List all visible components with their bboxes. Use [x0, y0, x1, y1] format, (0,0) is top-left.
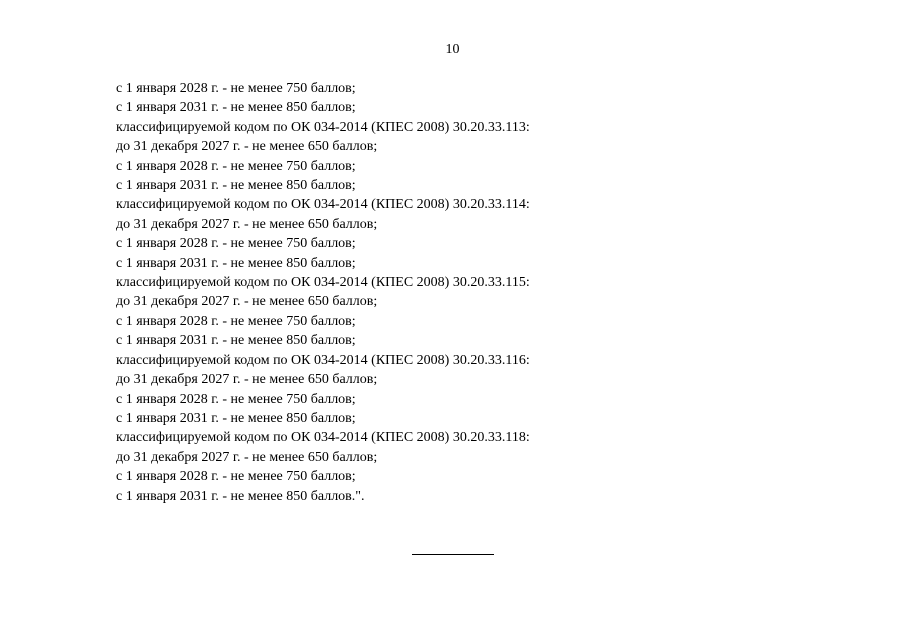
text-line: классифицируемой кодом по ОК 034-2014 (КПЕС 2008) 30.20.33.114:	[116, 197, 530, 213]
text-line: с 1 января 2028 г. - не менее 750 баллов;	[116, 158, 356, 174]
text-line: с 1 января 2031 г. - не менее 850 баллов;	[116, 333, 356, 349]
text-line: с 1 января 2028 г. - не менее 750 баллов;	[116, 81, 356, 96]
text-line: с 1 января 2031 г. - не менее 850 баллов.".	[116, 488, 365, 504]
text-line: с 1 января 2031 г. - не менее 850 баллов;	[116, 410, 356, 426]
text-line: с 1 января 2031 г. - не менее 850 баллов;	[116, 255, 356, 271]
page-number: 10	[445, 42, 460, 57]
text-line: до 31 декабря 2027 г. - не менее 650 баллов;	[116, 216, 378, 232]
text-line: с 1 января 2028 г. - не менее 750 баллов;	[116, 469, 356, 485]
text-line: классифицируемой кодом по ОК 034-2014 (КПЕС 2008) 30.20.33.115:	[116, 275, 530, 291]
text-line: до 31 декабря 2027 г. - не менее 650 баллов;	[116, 449, 378, 465]
text-line: до 31 декабря 2027 г. - не менее 650 баллов;	[116, 294, 378, 310]
text-line: до 31 декабря 2027 г. - не менее 650 баллов;	[116, 372, 378, 388]
text-line: до 31 декабря 2027 г. - не менее 650 баллов;	[116, 139, 378, 155]
text-line: классифицируемой кодом по ОК 034-2014 (КПЕС 2008) 30.20.33.113:	[116, 119, 530, 135]
text-line: с 1 января 2028 г. - не менее 750 баллов;	[116, 391, 356, 407]
document-body	[116, 79, 816, 506]
text-line: с 1 января 2028 г. - не менее 750 баллов;	[116, 236, 356, 252]
text-line: с 1 января 2028 г. - не менее 750 баллов;	[116, 313, 356, 329]
text-line: с 1 января 2031 г. - не менее 850 баллов;	[116, 178, 356, 194]
text-line: с 1 января 2031 г. - не менее 850 баллов;	[116, 100, 356, 116]
text-line: классифицируемой кодом по ОК 034-2014 (КПЕС 2008) 30.20.33.118:	[116, 430, 530, 446]
text-line: классифицируемой кодом по ОК 034-2014 (КПЕС 2008) 30.20.33.116:	[116, 352, 530, 368]
end-of-document-rule	[412, 554, 494, 555]
